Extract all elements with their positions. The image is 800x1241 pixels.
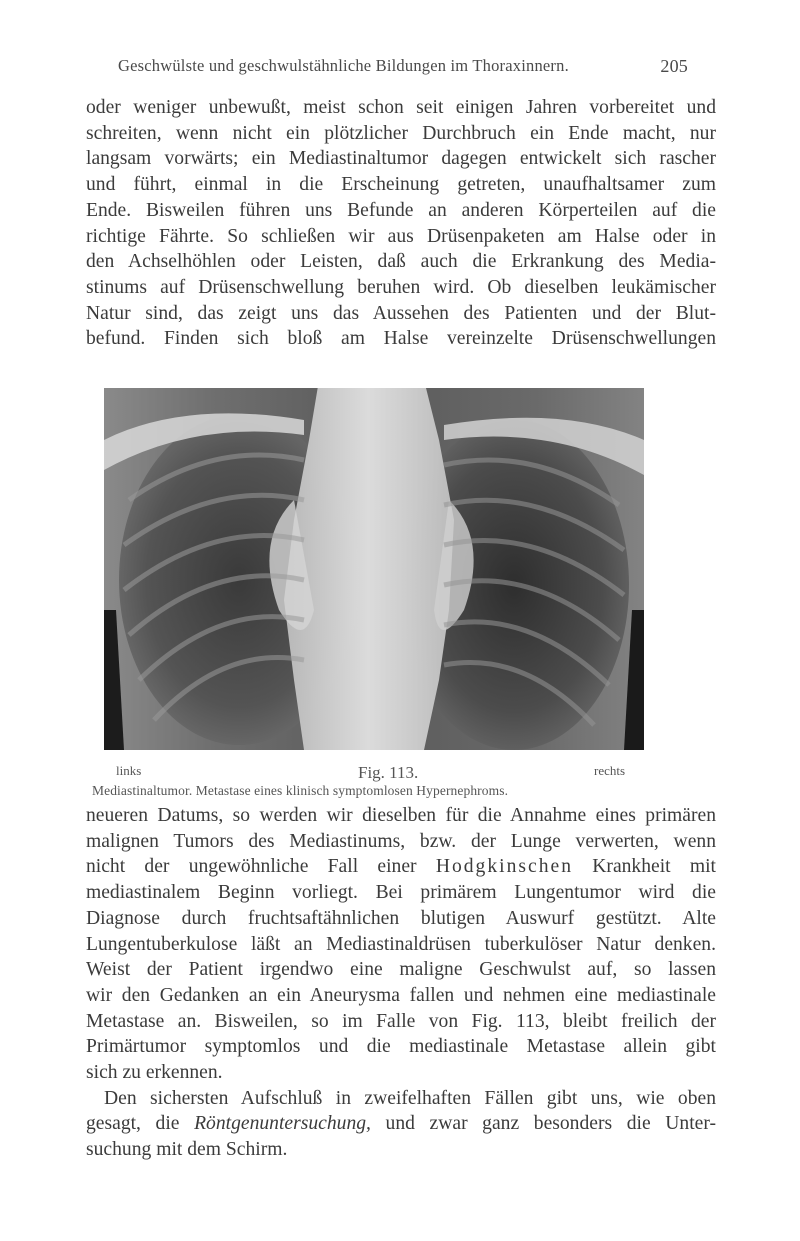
text-segment: Krankheit mit: [573, 856, 716, 878]
text-line: Den sichersten Aufschluß in zweifelhaften Fällen gibt uns, wie oben: [104, 1087, 716, 1109]
text-line: Ende. Bisweilen führen uns Befunde an anderen Körperteilen auf die: [86, 199, 716, 221]
text-line: Lungentuberkulose läßt an Mediastinaldrüsen tuberkulöser Natur denken.: [86, 933, 716, 955]
italic-term: Röntgenuntersuchung,: [194, 1113, 371, 1135]
figure-number: Fig. 113.: [358, 763, 419, 782]
text-line: stinums auf Drüsenschwellung beruhen wird. Ob dieselben leukämischer: [86, 276, 716, 298]
paragraph-top: [86, 95, 716, 352]
text-line: suchung mit dem Schirm.: [86, 1139, 288, 1161]
page-number: 205: [660, 56, 688, 76]
text-line: und führt, einmal in die Erscheinung getreten, unaufhaltsamer zum: [86, 174, 716, 196]
text-line: Natur sind, das zeigt uns das Aussehen des Patienten und der Blut-: [86, 302, 716, 324]
text-segment: nicht der ungewöhnliche Fall einer: [86, 856, 436, 878]
figure-label-right: rechts: [594, 763, 626, 778]
text-line: langsam vorwärts; ein Mediastinaltumor dagegen entwickelt sich rascher: [86, 148, 716, 170]
text-line: wir den Gedanken an ein Aneurysma fallen und nehmen eine mediastinale: [86, 984, 716, 1006]
text-segment: und zwar ganz besonders die Unter-: [370, 1113, 716, 1135]
paragraph-bottom: [86, 803, 716, 1163]
text-line: befund. Finden sich bloß am Halse vereinzelte Drüsenschwellungen: [86, 328, 716, 350]
text-line: [86, 854, 716, 880]
xray-figure: [104, 380, 644, 750]
text-line: Primärtumor symptomlos und die mediastinale Metastase allein gibt: [86, 1036, 716, 1058]
text-line: neueren Datums, so werden wir dieselben für die Annahme eines primären: [86, 805, 716, 826]
figure-label-left: links: [116, 763, 142, 778]
text-line: [86, 1111, 716, 1137]
running-head-title: Geschwülste und geschwulstähnliche Bildungen im Thoraxinnern.: [118, 56, 569, 75]
text-line: malignen Tumors des Mediastinums, bzw. der Lunge verwerten, wenn: [86, 830, 716, 852]
text-line: Metastase an. Bisweilen, so im Falle von Fig. 113, bleibt freilich der: [86, 1010, 716, 1032]
text-line: richtige Fährte. So schließen wir aus Drüsenpaketen am Halse oder in: [86, 225, 716, 247]
text-line: Diagnose durch fruchtsaftähnlichen blutigen Auswurf gestützt. Alte: [86, 907, 716, 929]
text-segment: gesagt, die: [86, 1113, 195, 1135]
text-line: den Achselhöhlen oder Leisten, daß auch die Erkrankung des Media-: [86, 251, 716, 273]
text-line: schreiten, wenn nicht ein plötzlicher Durchbruch ein Ende macht, nur: [86, 122, 716, 144]
text-line: Weist der Patient irgendwo eine maligne Geschwulst auf, so lassen: [86, 959, 716, 981]
text-line: oder weniger unbewußt, meist schon seit einigen Jahren vorbereitet und: [86, 97, 716, 118]
text-line: sich zu erkennen.: [86, 1062, 223, 1084]
figure-caption: Mediastinaltumor. Metastase eines klinisch symptomlosen Hypernephroms.: [92, 783, 509, 798]
text-line: mediastinalem Beginn vorliegt. Bei primärem Lungentumor wird die: [86, 882, 716, 904]
xray-image: [104, 380, 644, 750]
spaced-term: Hodgkinschen: [435, 856, 574, 878]
